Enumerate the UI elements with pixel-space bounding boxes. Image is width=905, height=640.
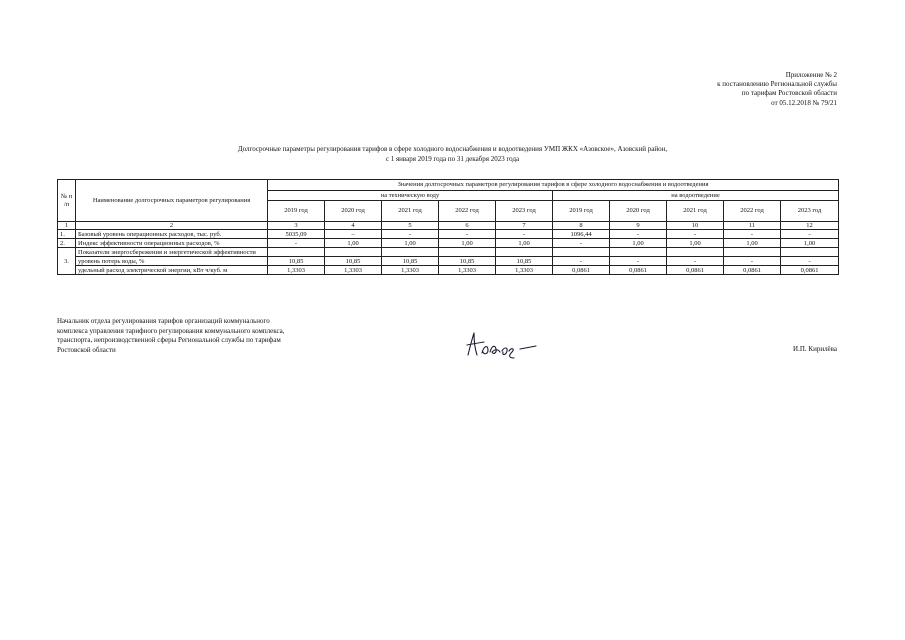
column-number: 11 xyxy=(724,222,781,230)
cell-empty xyxy=(553,248,610,257)
cell-value: - xyxy=(724,257,781,266)
position-line: транспорта, непроизводственной сферы Региональной службы по тарифам xyxy=(57,336,281,344)
header-year: 2022 год xyxy=(439,201,496,222)
cell-value: 1,3303 xyxy=(439,266,496,275)
column-number: 1 xyxy=(58,222,76,230)
cell-value: - xyxy=(553,239,610,248)
row-name: удельный расход электрической энергии, кВт ч/куб. м xyxy=(76,266,268,275)
cell-value: - xyxy=(610,230,667,239)
handwritten-signature xyxy=(462,325,542,365)
table-row xyxy=(58,239,839,248)
column-number: 12 xyxy=(781,222,839,230)
cell-value: 10,85 xyxy=(268,257,325,266)
cell-value: - xyxy=(724,230,781,239)
header-year: 2021 год xyxy=(382,201,439,222)
cell-value: - xyxy=(268,239,325,248)
cell-value: 10,85 xyxy=(382,257,439,266)
cell-empty xyxy=(724,248,781,257)
cell-value: 1,00 xyxy=(781,239,839,248)
column-number: 8 xyxy=(553,222,610,230)
table-row xyxy=(58,230,839,239)
column-number: 9 xyxy=(610,222,667,230)
cell-value: - xyxy=(610,257,667,266)
header-year: 2021 год xyxy=(667,201,724,222)
header-year: 2020 год xyxy=(610,201,667,222)
column-number: 3 xyxy=(268,222,325,230)
appendix-line: к постановлению Региональной службы xyxy=(717,80,837,89)
header-parameter-name: Наименование долгосрочных параметров регулирования xyxy=(76,180,268,222)
signer-name: И.П. Кирилёва xyxy=(793,345,837,353)
appendix-line: Приложение № 2 xyxy=(785,71,837,79)
header-year: 2019 год xyxy=(553,201,610,222)
cell-value: 0,0861 xyxy=(724,266,781,275)
appendix-header xyxy=(717,71,837,108)
cell-value: 1,3303 xyxy=(382,266,439,275)
cell-value: 1,00 xyxy=(610,239,667,248)
header-year: 2023 год xyxy=(496,201,553,222)
cell-value: 1,00 xyxy=(325,239,382,248)
cell-value: 1,00 xyxy=(439,239,496,248)
column-number: 10 xyxy=(667,222,724,230)
cell-value: 1096,44 xyxy=(553,230,610,239)
cell-empty xyxy=(325,248,382,257)
cell-value: - xyxy=(553,257,610,266)
cell-value: 1,00 xyxy=(382,239,439,248)
cell-empty xyxy=(382,248,439,257)
cell-value: 0,0861 xyxy=(553,266,610,275)
row-section-title: Показатели энергосбережения и энергетической эффективности xyxy=(76,248,268,257)
cell-value: - xyxy=(439,230,496,239)
appendix-line: по тарифам Ростовской области xyxy=(741,89,837,98)
cell-value: 1,00 xyxy=(724,239,781,248)
header-no: № п /п xyxy=(58,180,76,222)
row-no: 1. xyxy=(58,230,76,239)
header-year: 2019 год xyxy=(268,201,325,222)
cell-value: - xyxy=(496,230,553,239)
cell-value: 10,85 xyxy=(325,257,382,266)
cell-empty xyxy=(439,248,496,257)
cell-empty xyxy=(781,248,839,257)
header-year: 2023 год xyxy=(781,201,839,222)
row-no: 3. xyxy=(58,248,76,275)
header-group: Значения долгосрочных параметров регулирования тарифов в сфере холодного водоснабжения и водоотведения xyxy=(268,180,839,191)
column-number-row xyxy=(58,222,839,230)
cell-value: - xyxy=(781,230,839,239)
column-number: 2 xyxy=(76,222,268,230)
cell-value: 10,85 xyxy=(439,257,496,266)
cell-value: - xyxy=(667,257,724,266)
cell-value: - xyxy=(382,230,439,239)
appendix-line: от 05.12.2018 № 79/21 xyxy=(771,98,837,107)
cell-value: 0,0861 xyxy=(781,266,839,275)
document-title xyxy=(160,145,745,164)
table-row xyxy=(58,266,839,275)
header-wastewater: на водоотведение xyxy=(553,191,839,201)
row-name: уровень потерь воды, % xyxy=(76,257,268,266)
cell-empty xyxy=(667,248,724,257)
cell-value: 1,3303 xyxy=(268,266,325,275)
title-line: Долгосрочные параметры регулирования тарифов в сфере холодного водоснабжения и водоотведения УМП ЖКХ «Азовское», Азовский район, xyxy=(237,145,668,153)
header-technical-water: на техническую воду xyxy=(268,191,553,201)
title-line: с 1 января 2019 года по 31 декабря 2023 года xyxy=(385,154,520,163)
cell-empty xyxy=(496,248,553,257)
cell-empty xyxy=(268,248,325,257)
cell-value: - xyxy=(781,257,839,266)
table-row xyxy=(58,257,839,266)
cell-value: 1,00 xyxy=(496,239,553,248)
header-year: 2022 год xyxy=(724,201,781,222)
cell-value: 0,0861 xyxy=(667,266,724,275)
position-line: Начальник отдела регулирования тарифов организаций коммунального xyxy=(57,317,270,325)
column-number: 5 xyxy=(382,222,439,230)
cell-value: 0,0861 xyxy=(610,266,667,275)
signatory-position xyxy=(57,317,285,355)
table-row xyxy=(58,248,839,257)
position-line: комплекса управления тарифного регулирования коммунального комплекса, xyxy=(57,326,285,335)
row-no: 2. xyxy=(58,239,76,248)
cell-value: 1,00 xyxy=(667,239,724,248)
cell-value: 10,85 xyxy=(496,257,553,266)
header-year: 2020 год xyxy=(325,201,382,222)
cell-empty xyxy=(610,248,667,257)
column-number: 7 xyxy=(496,222,553,230)
row-name: Индекс эффективности операционных расходов, % xyxy=(76,239,268,248)
cell-value: 5035,09 xyxy=(268,230,325,239)
row-name: Базовый уровень операционных расходов, тыс. руб. xyxy=(76,230,268,239)
column-number: 4 xyxy=(325,222,382,230)
cell-value: 1,3303 xyxy=(496,266,553,275)
position-line: Ростовской области xyxy=(57,345,116,354)
cell-value: 1,3303 xyxy=(325,266,382,275)
parameters-table xyxy=(57,179,839,275)
column-number: 6 xyxy=(439,222,496,230)
cell-value: - xyxy=(667,230,724,239)
cell-value: – xyxy=(325,230,382,239)
